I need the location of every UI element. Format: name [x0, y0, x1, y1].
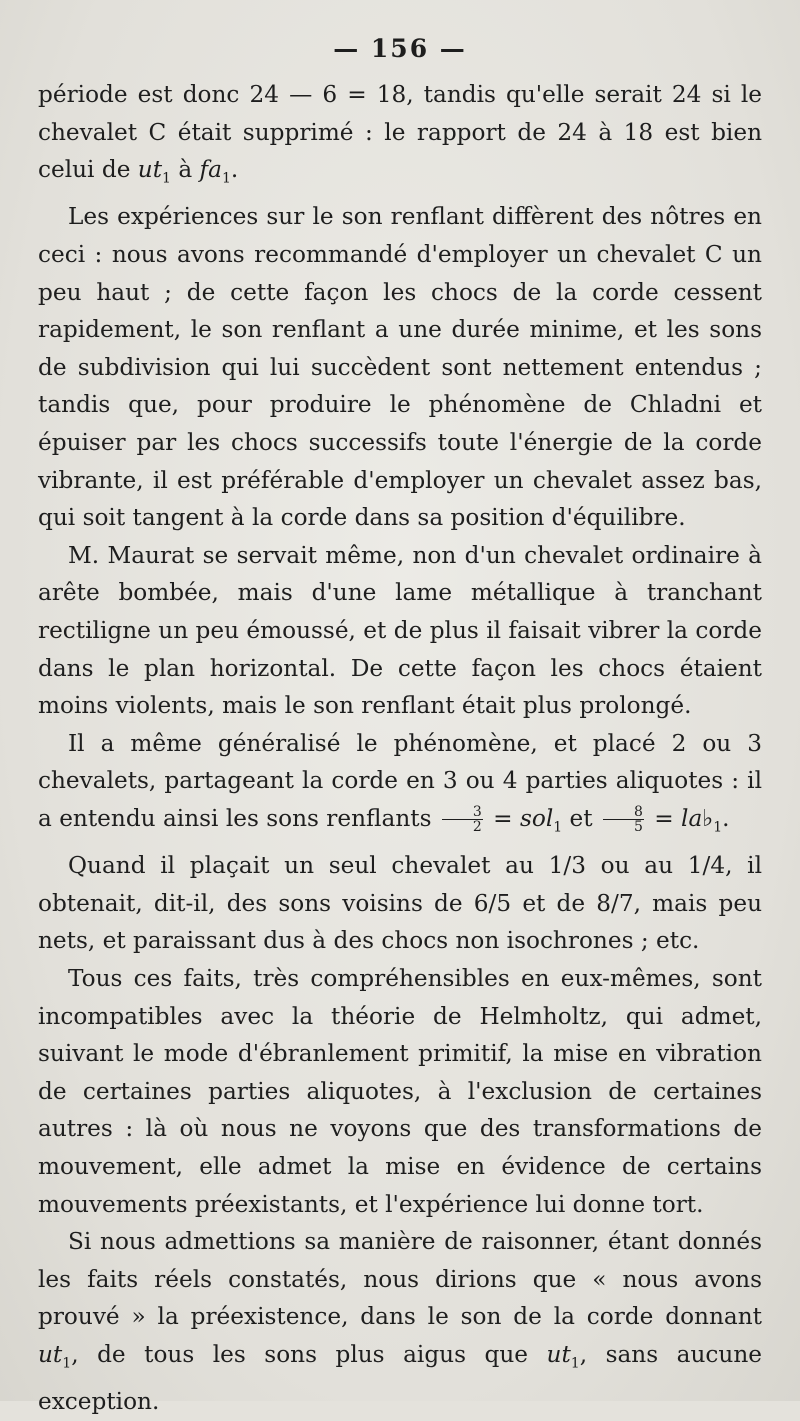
note-ut1-a: ut	[38, 1340, 63, 1368]
note-ut1: ut	[137, 156, 163, 184]
fraction-3-2: $\frac{3}{2}$	[442, 805, 483, 834]
paragraph-3: M. Maurat se servait même, non d'un chevalet ordinaire à arête bombée, mais d'une lame métallique à tranchant rectiligne un peu émoussé, et de plus il faisait vibrer la corde dans le plan horizontal. De cette façon les chocs étaient moins violents, mais le son renflant était plus prolongé.	[38, 541, 762, 720]
paragraph-7: Si nous admettions sa manière de raisonner, étant donnés les faits réels constatés, nous dirions que « nous avons prouvé » la préexistence, dans le son de la corde donnant $ut_1$, de tous les sons plus aigus que $ut_1$, sans aucune exception.	[38, 1228, 762, 1416]
note-sol1: sol	[519, 804, 554, 832]
note-fa1: fa	[199, 156, 222, 184]
note-la-flat1: la♭	[681, 804, 714, 832]
paragraph-5: Quand il plaçait un seul chevalet au 1/3 ou au 1/4, il obtenait, dit-il, des sons voisins de 6/5 et de 8/7, mais peu nets, et paraissant dus à des chocs non isochrones ; etc.	[38, 852, 762, 955]
fraction-8-5: $\frac{8}{5}$	[603, 805, 644, 834]
paragraph-2: Les expériences sur le son renflant diffèrent des nôtres en ceci : nous avons recommandé d'employer un chevalet C un peu haut ; de cette façon les chocs de la corde cessent rapidement, le son renflant a une durée minime, et les sons de subdivision qui lui succèdent sont nettement entendus ; tandis que, pour produire le phénomène de Chladni et épuiser par les chocs successifs toute l'énergie de la corde vibrante, il est préférable d'employer un chevalet assez bas, qui soit tangent à la corde dans sa position d'équilibre.	[38, 203, 762, 532]
paragraph-4: Il a même généralisé le phénomène, et placé 2 ou 3 chevalets, partageant la corde en 3 ou 4 parties aliquotes : il a entendu ainsi les sons renflants $\frac{3}{2}$ = sol$_1$ et $\frac{8}{5}$ = $la♭_1$.	[38, 729, 762, 836]
note-ut1-b: ut	[546, 1340, 571, 1368]
page-number: — 156 —	[333, 34, 467, 63]
paragraph-6: Tous ces faits, très compréhensibles en eux-mêmes, sont incompatibles avec la théorie de Helmholtz, qui admet, suivant le mode d'ébranlement primitif, la mise en vibration de certaines parties aliquotes, à l'exclusion de certaines autres : là où nous ne voyons que des transformations de mouvement, elle admet la mise en évidence de certains mouvements préexistants, et l'expérience lui donne tort.	[38, 964, 762, 1218]
paragraph-1: période est donc 24 — 6 = 18, tandis qu'elle serait 24 si le chevalet C était supprimé : le rapport de 24 à 18 est bien celui de $ut_1$ à $fa_1$.	[38, 81, 762, 187]
